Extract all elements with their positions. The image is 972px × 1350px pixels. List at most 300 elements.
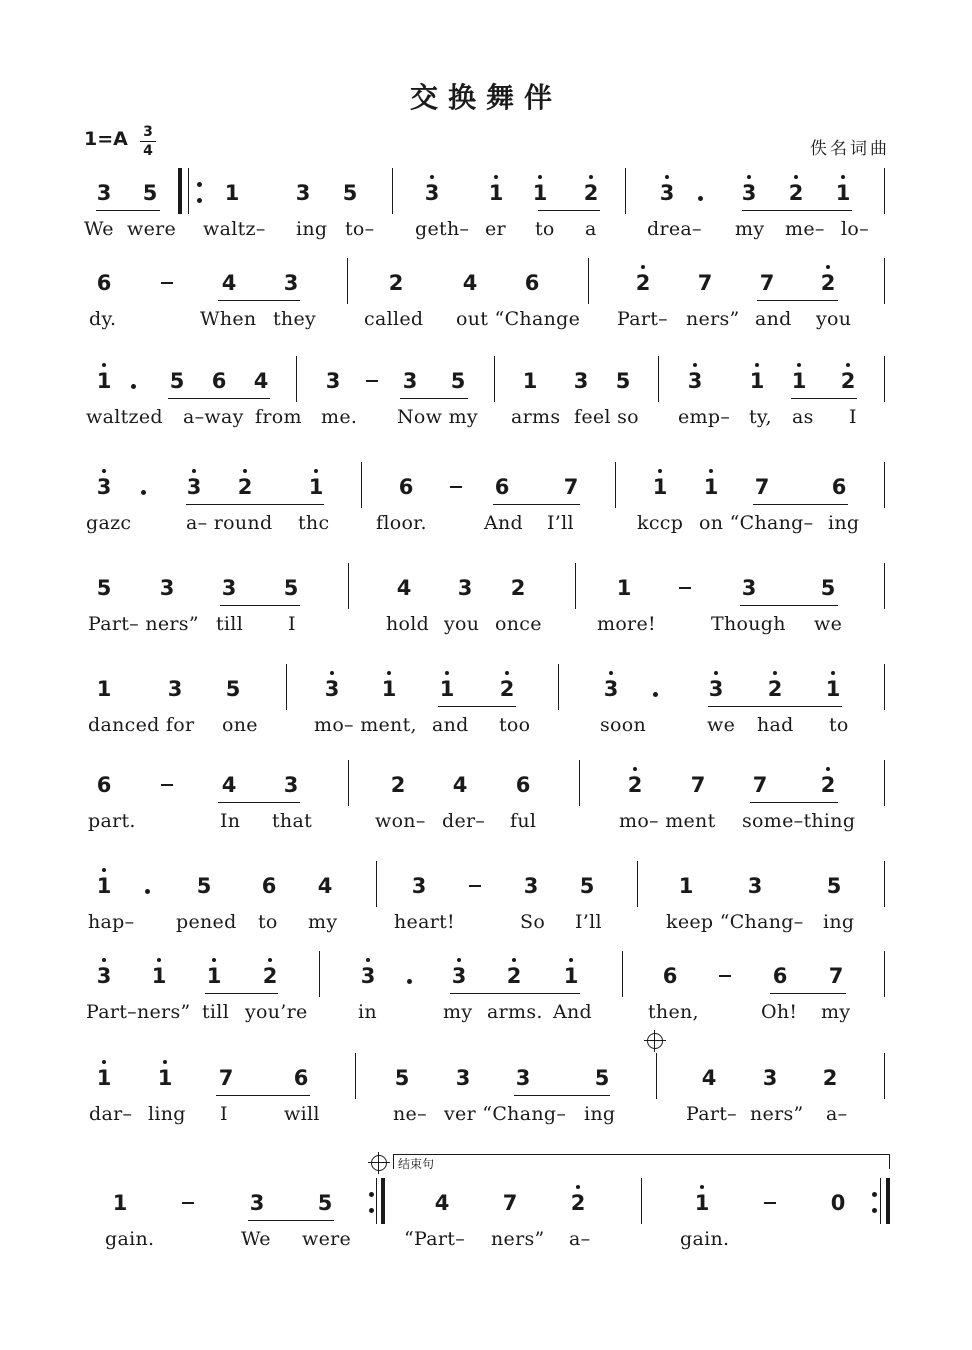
note <box>320 676 344 702</box>
lyric: In <box>220 810 241 832</box>
note-digit: 7 <box>218 1066 234 1090</box>
lyric: to <box>829 714 849 736</box>
octave-dot <box>330 671 334 675</box>
eighth-underline <box>96 210 160 211</box>
note-digit: 6 <box>494 475 510 499</box>
note-digit: 5 <box>96 576 112 600</box>
lyric: mo– ment, <box>314 714 417 736</box>
eighth-underline <box>740 605 838 606</box>
sustain-dash <box>366 380 378 382</box>
note-digit: 1 <box>439 677 455 701</box>
note <box>453 575 477 601</box>
coda-label: 结束句 <box>398 1157 435 1171</box>
sustain-dash <box>764 1202 776 1204</box>
lyric: der– <box>442 810 486 832</box>
note <box>768 963 792 989</box>
note-digit: 4 <box>221 271 237 295</box>
score-line <box>0 180 972 250</box>
eighth-underline <box>205 993 278 994</box>
lyric: ver “Chang– <box>444 1103 567 1125</box>
note <box>420 180 444 206</box>
note-digit: 6 <box>515 773 531 797</box>
eighth-underline <box>766 706 842 707</box>
note <box>579 180 603 206</box>
repeat-dot <box>197 198 202 203</box>
note-digit: 1 <box>308 475 324 499</box>
octave-dot <box>665 175 669 179</box>
note-digit: 1 <box>96 369 112 393</box>
note-digit: 3 <box>186 475 202 499</box>
note-digit: 2 <box>840 369 856 393</box>
note <box>836 368 860 394</box>
note <box>202 963 226 989</box>
note <box>575 873 599 899</box>
note <box>92 873 116 899</box>
note-digit: 3 <box>402 369 418 393</box>
lyric: a– <box>826 1103 848 1125</box>
note <box>446 368 470 394</box>
coda-sign <box>647 1033 663 1049</box>
lyric: thc <box>298 512 330 534</box>
lyric: kccp <box>637 512 684 534</box>
barline <box>575 563 576 609</box>
score-line <box>0 368 972 438</box>
note-digit: 6 <box>96 271 112 295</box>
repeat-dot <box>872 1208 877 1213</box>
lyric: dar– <box>89 1103 133 1125</box>
note-digit: 3 <box>159 576 175 600</box>
lyric: out “Change <box>456 308 581 330</box>
note-digit: 3 <box>455 1066 471 1090</box>
note <box>816 772 840 798</box>
barline <box>348 760 349 806</box>
note-digit: 3 <box>741 576 757 600</box>
lyric: heart! <box>394 911 455 933</box>
note <box>92 963 116 989</box>
note <box>611 368 635 394</box>
note-digit: 4 <box>434 1191 450 1215</box>
note-digit: 1 <box>206 964 222 988</box>
note <box>693 270 717 296</box>
note-digit: 1 <box>381 677 397 701</box>
lyric: arms <box>511 406 561 428</box>
octave-dot <box>212 958 216 962</box>
octave-dot <box>609 671 613 675</box>
note-digit: 5 <box>317 1191 333 1215</box>
barline <box>188 168 189 214</box>
note-digit: 7 <box>563 475 579 499</box>
note <box>763 676 787 702</box>
lyric: Part– <box>686 1103 737 1125</box>
note <box>502 963 526 989</box>
octave-dot <box>192 469 196 473</box>
note-digit: 3 <box>687 369 703 393</box>
barline <box>886 1178 890 1224</box>
note <box>674 873 698 899</box>
lyric: part. <box>88 810 136 832</box>
octave-dot <box>826 265 830 269</box>
eighth-underline <box>216 1095 310 1096</box>
lyric: Oh! <box>761 1001 798 1023</box>
octave-dot <box>797 363 801 367</box>
octave-dot <box>641 265 645 269</box>
note <box>313 1190 337 1216</box>
note <box>737 180 761 206</box>
lyric: ing <box>296 218 328 240</box>
eighth-underline <box>791 398 857 399</box>
lyric: my <box>821 1001 851 1023</box>
note-digit: 3 <box>708 677 724 701</box>
octave-dot <box>755 363 759 367</box>
octave-dot <box>494 175 498 179</box>
lyric: one <box>222 714 258 736</box>
barline <box>884 258 885 304</box>
octave-dot <box>658 469 662 473</box>
note <box>92 368 116 394</box>
eighth-underline <box>218 300 300 301</box>
octave-dot <box>314 469 318 473</box>
note-digit: 7 <box>502 1191 518 1215</box>
note <box>612 575 636 601</box>
note <box>743 873 767 899</box>
note <box>748 772 772 798</box>
octave-dot <box>430 175 434 179</box>
note-digit: 2 <box>820 773 836 797</box>
lyric: So <box>520 911 546 933</box>
octave-dot <box>387 671 391 675</box>
repeat-dot <box>369 1192 374 1197</box>
note <box>321 368 345 394</box>
note-digit: 1 <box>96 874 112 898</box>
note <box>394 474 418 500</box>
repeat-dot <box>872 1192 877 1197</box>
barline <box>884 861 885 907</box>
note-digit: 5 <box>615 369 631 393</box>
lyric: a– <box>569 1228 591 1250</box>
note <box>163 676 187 702</box>
score-line <box>0 772 972 842</box>
note <box>484 180 508 206</box>
song-title: 交换舞伴 <box>409 81 562 114</box>
note-digit: 7 <box>754 475 770 499</box>
lyric: keep “Chang– <box>666 911 804 933</box>
note-digit: 1 <box>157 1066 173 1090</box>
octave-dot <box>826 767 830 771</box>
barline <box>494 356 495 402</box>
note <box>92 474 116 500</box>
octave-dot <box>714 671 718 675</box>
lyric: in <box>358 1001 377 1023</box>
note-digit: 2 <box>499 677 515 701</box>
note <box>447 963 471 989</box>
note <box>291 180 315 206</box>
lyric: feel so <box>574 406 639 428</box>
octave-dot <box>693 363 697 367</box>
octave-dot <box>576 1185 580 1189</box>
octave-dot <box>846 363 850 367</box>
note <box>518 368 542 394</box>
lyric: ne– <box>393 1103 427 1125</box>
note <box>599 676 623 702</box>
note <box>155 575 179 601</box>
octave-dot <box>538 175 542 179</box>
lyric: then, <box>648 1001 699 1023</box>
lyric: a– round <box>186 512 273 534</box>
note-digit: 4 <box>221 773 237 797</box>
lyric: gain. <box>105 1228 155 1250</box>
lyric: as <box>792 406 814 428</box>
barline <box>884 563 885 609</box>
note <box>495 676 519 702</box>
barline <box>558 664 559 710</box>
note <box>686 772 710 798</box>
sustain-dash <box>719 975 731 977</box>
coda-sign <box>371 1155 387 1171</box>
repeat-dot <box>369 1208 374 1213</box>
note-digit: 1 <box>791 369 807 393</box>
note-digit: 3 <box>96 181 112 205</box>
note-digit: 3 <box>360 964 376 988</box>
note-digit: 1 <box>112 1191 128 1215</box>
eighth-underline <box>750 802 838 803</box>
note <box>220 180 244 206</box>
note-digit: 3 <box>167 677 183 701</box>
lyric: will <box>284 1103 320 1125</box>
lyric: ing <box>584 1103 616 1125</box>
octave-dot <box>102 469 106 473</box>
note <box>699 474 723 500</box>
note-digit: 1 <box>825 677 841 701</box>
lyric: er <box>485 218 506 240</box>
lyric: And <box>484 512 524 534</box>
lyric: When <box>200 308 257 330</box>
note <box>821 676 845 702</box>
note <box>511 772 535 798</box>
note-digit: 2 <box>635 271 651 295</box>
note <box>826 1190 850 1216</box>
note-digit: 3 <box>573 369 589 393</box>
score-line <box>0 270 972 340</box>
key-signature: 1=A <box>84 128 128 150</box>
note <box>398 368 422 394</box>
lyric: Part– ners” <box>88 613 199 635</box>
note <box>737 575 761 601</box>
octave-dot <box>709 469 713 473</box>
note-digit: 6 <box>772 964 788 988</box>
lyric: gain. <box>680 1228 730 1250</box>
barline <box>884 168 885 214</box>
barline <box>361 462 362 508</box>
note-digit: 6 <box>524 271 540 295</box>
barline <box>347 258 348 304</box>
note <box>279 270 303 296</box>
octave-dot <box>794 175 798 179</box>
note-digit: 3 <box>747 874 763 898</box>
lyric: ners” <box>750 1103 804 1125</box>
note <box>390 1065 414 1091</box>
note-digit: 3 <box>659 181 675 205</box>
note-digit: 2 <box>262 964 278 988</box>
lyric: arms. <box>487 1001 543 1023</box>
note-digit: 3 <box>325 369 341 393</box>
octave-dot <box>747 175 751 179</box>
barline <box>637 861 638 907</box>
note <box>690 1190 714 1216</box>
note-digit: 4 <box>396 576 412 600</box>
note-digit: 3 <box>457 576 473 600</box>
note <box>192 873 216 899</box>
barline <box>392 168 393 214</box>
note <box>377 676 401 702</box>
note-digit: 1 <box>151 964 167 988</box>
note <box>407 873 431 899</box>
lyric: lo– <box>841 218 869 240</box>
lyric: Though <box>711 613 786 635</box>
note-digit: 5 <box>594 1066 610 1090</box>
note-digit: 6 <box>398 475 414 499</box>
note-digit: 1 <box>835 181 851 205</box>
note-digit: 3 <box>523 874 539 898</box>
note <box>697 1065 721 1091</box>
barline <box>376 1178 377 1224</box>
note-digit: 6 <box>662 964 678 988</box>
note-digit: 1 <box>532 181 548 205</box>
note-digit: 3 <box>762 1066 778 1090</box>
lyric: from <box>255 406 302 428</box>
lyric: floor. <box>376 512 427 534</box>
lyric: we <box>814 613 843 635</box>
sustain-dash <box>161 784 173 786</box>
eighth-underline <box>538 210 600 211</box>
lyric: waltzed <box>86 406 163 428</box>
barline <box>884 1053 885 1099</box>
eighth-underline <box>400 398 468 399</box>
note <box>313 873 337 899</box>
lyric: ners” <box>491 1228 545 1250</box>
note-digit: 2 <box>570 1191 586 1215</box>
barline <box>319 951 320 997</box>
lyric: and <box>755 308 792 330</box>
note <box>92 575 116 601</box>
score-line <box>0 873 972 943</box>
octave-dot <box>700 1185 704 1189</box>
note-digit: 3 <box>451 964 467 988</box>
note-digit: 5 <box>579 874 595 898</box>
augmentation-dot <box>698 196 703 201</box>
lyric: hold <box>386 613 430 635</box>
eighth-underline <box>770 993 846 994</box>
octave-dot <box>569 958 573 962</box>
lyric: my <box>308 911 338 933</box>
note <box>207 368 231 394</box>
lyric: to– <box>345 218 375 240</box>
lyric: ling <box>148 1103 186 1125</box>
lyric: to <box>258 911 278 933</box>
lyric: a <box>585 218 597 240</box>
lyric: Part– <box>617 308 668 330</box>
note-digit: 1 <box>652 475 668 499</box>
octave-dot <box>102 868 106 872</box>
lyric: had <box>757 714 794 736</box>
note <box>214 1065 238 1091</box>
note <box>221 676 245 702</box>
barline <box>622 951 623 997</box>
note <box>435 676 459 702</box>
octave-dot <box>831 671 835 675</box>
lyric: till <box>216 613 244 635</box>
lyric: you <box>444 613 480 635</box>
eighth-underline <box>168 398 270 399</box>
repeat-dot <box>197 182 202 187</box>
octave-dot <box>773 671 777 675</box>
note <box>92 180 116 206</box>
note <box>384 270 408 296</box>
barline <box>178 168 182 214</box>
note-digit: 3 <box>411 874 427 898</box>
octave-dot <box>102 958 106 962</box>
note <box>392 575 416 601</box>
barline <box>641 1178 642 1224</box>
note-digit: 7 <box>752 773 768 797</box>
note <box>217 575 241 601</box>
barline <box>884 664 885 710</box>
note-digit: 3 <box>283 773 299 797</box>
augmentation-dot <box>653 692 658 697</box>
note-digit: 6 <box>831 475 847 499</box>
note-digit: 3 <box>603 677 619 701</box>
note <box>559 474 583 500</box>
note <box>755 270 779 296</box>
note <box>569 368 593 394</box>
note <box>458 270 482 296</box>
barline <box>656 1053 657 1099</box>
lyric: too <box>499 714 531 736</box>
note <box>559 963 583 989</box>
note <box>784 180 808 206</box>
coda-bracket <box>393 1154 890 1169</box>
lyric: pened <box>176 911 237 933</box>
note-digit: 2 <box>583 181 599 205</box>
note-digit: 5 <box>342 181 358 205</box>
augmentation-dot <box>141 490 146 495</box>
lyric: called <box>364 308 424 330</box>
lyric: geth– <box>415 218 470 240</box>
eighth-underline <box>220 605 300 606</box>
note <box>824 963 848 989</box>
score-line <box>0 1065 972 1135</box>
note <box>490 474 514 500</box>
note <box>386 772 410 798</box>
note-digit: 7 <box>690 773 706 797</box>
lyric: we <box>707 714 736 736</box>
lyric: mo– ment <box>619 810 716 832</box>
note <box>182 474 206 500</box>
time-signature <box>140 124 156 159</box>
lyric: my <box>735 218 765 240</box>
note-digit: 5 <box>826 874 842 898</box>
eighth-underline <box>506 993 580 994</box>
octave-dot <box>505 671 509 675</box>
lyric: I <box>288 613 296 635</box>
eighth-underline <box>742 210 852 211</box>
note-digit: 6 <box>261 874 277 898</box>
note <box>827 474 851 500</box>
note-digit: 5 <box>225 677 241 701</box>
note-digit: 1 <box>749 369 765 393</box>
lyric: and <box>432 714 469 736</box>
note <box>787 368 811 394</box>
note-digit: 1 <box>96 677 112 701</box>
